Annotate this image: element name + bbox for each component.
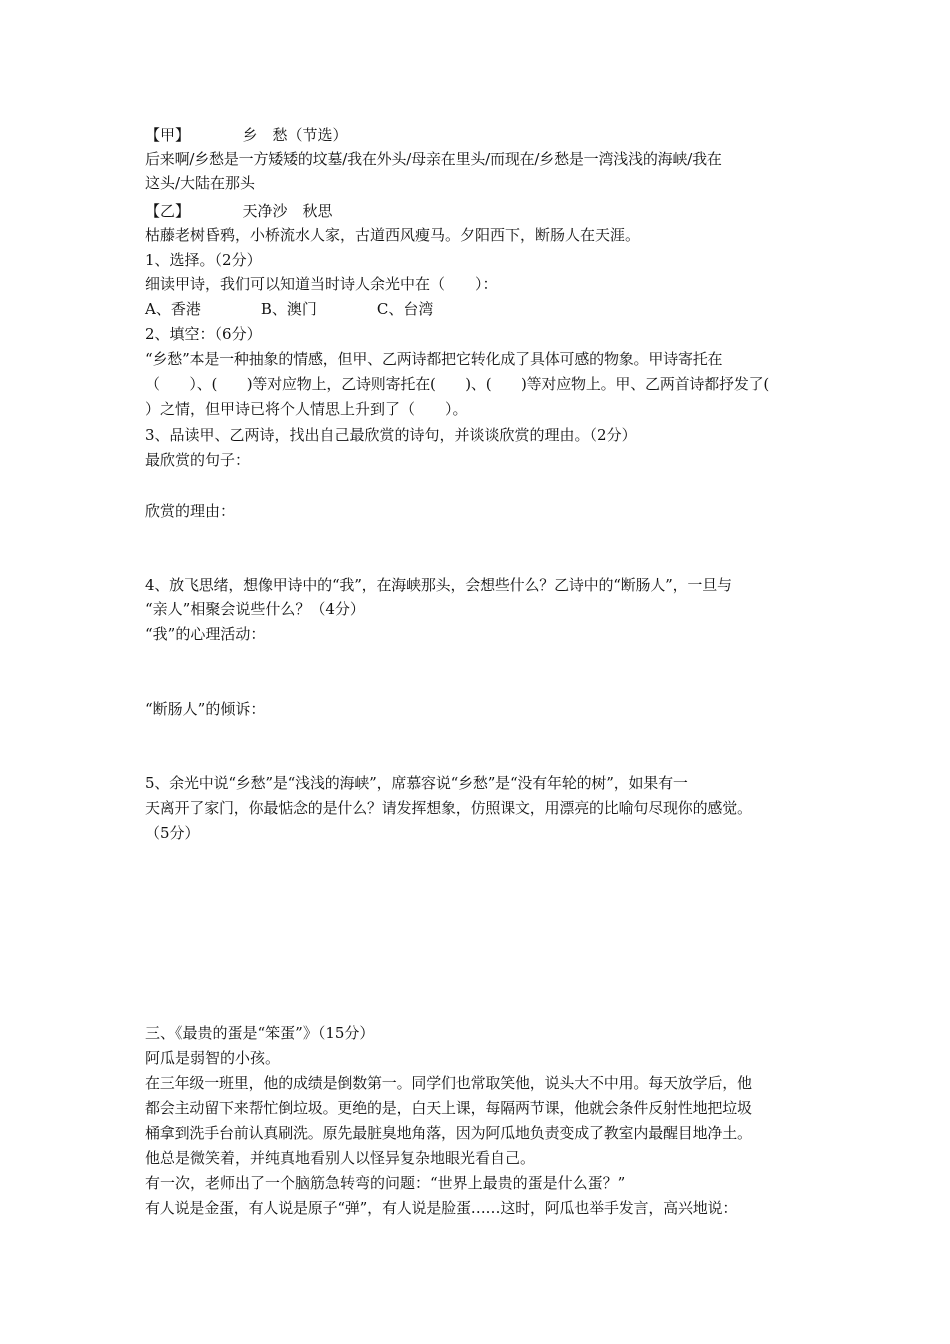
poem-yi-title: 【乙】 天净沙 秋思 bbox=[145, 202, 333, 220]
question-2-text-line: （ ）、( )等对应物上，乙诗则寄托在( )、( )等对应物上。甲、乙两首诗都抒发了( bbox=[145, 375, 770, 393]
question-1-options: A、香港 B、澳门 C、台湾 bbox=[145, 300, 434, 318]
section-3-paragraph: 有人说是金蛋，有人说是原子“弹”，有人说是脸蛋……这时，阿瓜也举手发言，高兴地说： bbox=[145, 1199, 738, 1217]
section-3-paragraph-line: 桶拿到洗手台前认真刷洗。原先最脏臭地角落，因为阿瓜地负责变成了教室内最醒目地净土。 bbox=[145, 1124, 752, 1142]
question-2-text-line: “乡愁”本是一种抽象的情感，但甲、乙两诗都把它转化成了具体可感的物象。甲诗寄托在 bbox=[145, 350, 723, 368]
section-3-paragraph: 阿瓜是弱智的小孩。 bbox=[145, 1049, 281, 1067]
question-5-text-line: 5、余光中说“乡愁”是“浅浅的海峡”，席慕容说“乡愁”是“没有年轮的树”，如果有一 bbox=[145, 774, 688, 792]
question-4-text-line: “亲人”相聚会说些什么？（4分） bbox=[145, 600, 365, 618]
poem-jia-title: 【甲】 乡 愁（节选） bbox=[145, 126, 348, 144]
question-5-text-line: 天离开了家门，你最惦念的是什么？请发挥想象，仿照课文，用漂亮的比喻句尽现你的感觉。 bbox=[145, 799, 752, 817]
section-3-paragraph: 有一次，老师出了一个脑筋急转弯的问题：“世界上最贵的蛋是什么蛋？” bbox=[145, 1174, 626, 1192]
section-3-paragraph-line: 在三年级一班里，他的成绩是倒数第一。同学们也常取笑他，说头大不中用。每天放学后，他 bbox=[145, 1074, 752, 1092]
question-2-text-line: ）之情，但甲诗已将个人情思上升到了（ ）。 bbox=[145, 400, 468, 418]
question-4-duanchang-label: “断肠人”的倾诉： bbox=[145, 700, 266, 718]
section-3-paragraph-line: 都会主动留下来帮忙倒垃圾。更绝的是，白天上课，每隔两节课，他就会条件反射性地把垃圾 bbox=[145, 1099, 752, 1117]
question-1-title: 1、选择。（2分） bbox=[145, 251, 262, 269]
question-4-me-label: “我”的心理活动： bbox=[145, 625, 266, 643]
poem-yi-text: 枯藤老树昏鸦，小桥流水人家，古道西风瘦马。夕阳西下，断肠人在天涯。 bbox=[145, 226, 641, 244]
question-3-sentence-label: 最欣赏的句子： bbox=[145, 451, 251, 469]
poem-jia-text-line: 这头/大陆在那头 bbox=[145, 174, 256, 192]
question-3-reason-label: 欣赏的理由： bbox=[145, 502, 236, 520]
poem-jia-text-line: 后来啊/乡愁是一方矮矮的坟墓/我在外头/母亲在里头/而现在/乡愁是一湾浅浅的海峡/我在 bbox=[145, 150, 722, 168]
section-3-title: 三、《最贵的蛋是“笨蛋”》（15分） bbox=[145, 1024, 375, 1042]
question-1-text: 细读甲诗，我们可以知道当时诗人余光中在（ ）： bbox=[145, 275, 498, 293]
question-4-text-line: 4、放飞思绪，想像甲诗中的“我”，在海峡那头，会想些什么？乙诗中的“断肠人”，一旦与 bbox=[145, 576, 732, 594]
question-5-text-line: （5分） bbox=[145, 824, 200, 842]
question-2-title: 2、填空：（6分） bbox=[145, 325, 262, 343]
question-3-title: 3、品读甲、乙两诗，找出自己最欣赏的诗句，并谈谈欣赏的理由。（2分） bbox=[145, 426, 637, 444]
section-3-paragraph-line: 他总是微笑着，并纯真地看别人以怪异复杂地眼光看自己。 bbox=[145, 1149, 536, 1167]
